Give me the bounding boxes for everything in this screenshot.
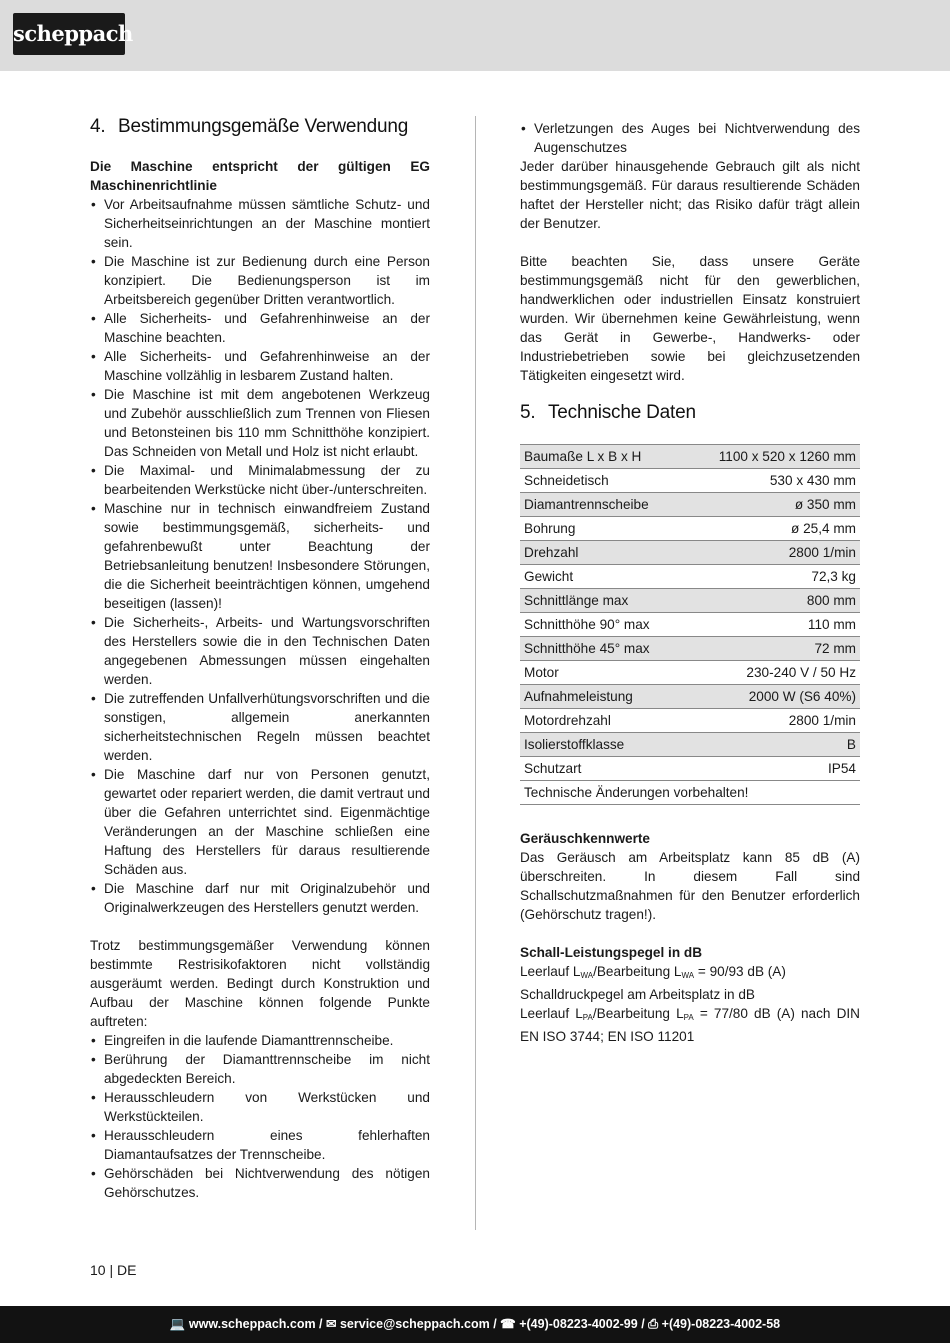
spec-value: 230-240 V / 50 Hz	[683, 661, 860, 685]
spec-value: IP54	[683, 757, 860, 781]
text-run: Leerlauf L	[520, 964, 581, 979]
table-row	[520, 733, 860, 757]
spec-value: 2800 1/min	[683, 709, 860, 733]
list-item: • Herausschleudern eines fehlerhaften Diamantaufsatzes der Trennscheibe.	[90, 1126, 430, 1164]
text-run: = 90/93 dB (A)	[694, 964, 786, 979]
list-item: • Vor Arbeitsaufnahme müssen sämtliche Schutz- und Sicherheitseinrichtungen an der Maschine montiert sein.	[90, 195, 430, 252]
spec-label: Bohrung	[520, 517, 683, 541]
table-row	[520, 613, 860, 637]
spec-label: Motor	[520, 661, 683, 685]
section-title: Technische Daten	[548, 402, 696, 423]
section-4-heading	[90, 116, 430, 138]
list-item: • Berührung der Diamanttrennscheibe im nicht abgedeckten Bereich.	[90, 1050, 430, 1088]
table-row	[520, 709, 860, 733]
spec-label: Schneidetisch	[520, 469, 683, 493]
subscript: PA	[683, 1013, 694, 1022]
table-row	[520, 493, 860, 517]
table-row	[520, 565, 860, 589]
noise-heading: Geräuschkennwerte	[520, 831, 650, 846]
contact-footer: 💻 www.scheppach.com / ✉ service@scheppach.com / ☎ +(49)-08223-4002-99 / ⎙ +(49)-08223-4002-58	[0, 1306, 950, 1343]
section-5-heading	[520, 402, 860, 424]
spec-value: 72 mm	[683, 637, 860, 661]
subscript: PA	[582, 1013, 593, 1022]
spec-label: Gewicht	[520, 565, 683, 589]
spec-value: 110 mm	[683, 613, 860, 637]
header-bar	[0, 0, 950, 71]
section-number: 4.	[90, 116, 106, 137]
list-item: • Herausschleudern von Werkstücken und Werkstückteilen.	[90, 1088, 430, 1126]
right-column	[520, 119, 860, 1046]
table-row	[520, 517, 860, 541]
misuse-paragraph: Jeder darüber hinausgehende Gebrauch gilt als nicht bestimmungsgemäß. Für daraus resultierende Schäden haftet der Hersteller nicht; das Risiko dafür trägt allein der Benutzer.	[520, 159, 860, 231]
usage-bullet-list	[90, 195, 430, 917]
sound-pressure-line	[520, 1004, 860, 1046]
list-item: • Alle Sicherheits- und Gefahrenhinweise an der Maschine vollzählig in lesbarem Zustand halten.	[90, 347, 430, 385]
fax-number: +(49)-08223-4002-58	[661, 1317, 781, 1331]
list-item: • Die Maschine ist zur Bedienung durch eine Person konzipiert. Die Bedienungsperson ist im Arbeitsbereich gegenüber Dritten verantwortlich.	[90, 252, 430, 309]
list-item: • Alle Sicherheits- und Gefahrenhinweise an der Maschine beachten.	[90, 309, 430, 347]
spec-value: 1100 x 520 x 1260 mm	[683, 445, 860, 469]
list-item: • Die zutreffenden Unfallverhütungsvorschriften und die sonstigen, allgemein anerkannten sicherheitstechnischen Regeln müssen beachtet werden.	[90, 689, 430, 765]
page-number: 10 | DE	[90, 1262, 137, 1278]
directive-subheading: Die Maschine entspricht der gültigen EG Maschinenrichtlinie	[90, 159, 430, 193]
laptop-icon: 💻	[169, 1317, 186, 1331]
sound-level-heading: Schall-Leistungspegel in dB	[520, 945, 703, 960]
list-item: • Maschine nur in technisch einwandfreiem Zustand sowie bestimmungsgemäß, sicherheits- und gefahrenbewußt unter Beachtung der Betriebsanleitung benutzen! Insbesondere Störungen, die die Sicherheit beeinträchtigen können, umgehend beseitigen (lassen)!	[90, 499, 430, 613]
phone-icon: ☎	[500, 1317, 516, 1331]
table-row	[520, 685, 860, 709]
fax-icon: ⎙	[648, 1317, 659, 1331]
list-item: • Die Maschine darf nur von Personen genutzt, gewartet oder repariert werden, die damit vertraut und über die Gefahren unterrichtet sind. Eigenmächtige Veränderungen an der Maschine schließen eine Haftung des Herstellers für daraus resultierende Schäden aus.	[90, 765, 430, 879]
table-row	[520, 781, 860, 805]
subscript: WA	[580, 971, 594, 980]
sound-power-line	[520, 962, 860, 985]
spec-label: Schnitthöhe 45° max	[520, 637, 683, 661]
section-number: 5.	[520, 402, 536, 423]
table-row	[520, 445, 860, 469]
table-row	[520, 637, 860, 661]
table-row	[520, 541, 860, 565]
table-row	[520, 589, 860, 613]
spec-label: Motordrehzahl	[520, 709, 683, 733]
column-divider	[475, 116, 476, 1230]
residual-risk-intro: Trotz bestimmungsgemäßer Verwendung können bestimmte Restrisikofaktoren nicht vollständig ausgeräumt werden. Bedingt durch Konstruktion und Aufbau der Maschine können folgende Punkte auftreten:	[90, 938, 430, 1029]
table-row	[520, 661, 860, 685]
spec-value: 800 mm	[683, 589, 860, 613]
spec-label: Schnittlänge max	[520, 589, 683, 613]
text-run: /Bearbeitung L	[593, 964, 682, 979]
spec-label: Drehzahl	[520, 541, 683, 565]
spec-value: 530 x 430 mm	[683, 469, 860, 493]
spec-label: Schnitthöhe 90° max	[520, 613, 683, 637]
spec-label: Aufnahmeleistung	[520, 685, 683, 709]
eye-risk-list	[520, 119, 860, 157]
email-link[interactable]: service@scheppach.com	[339, 1317, 490, 1331]
spec-value: B	[683, 733, 860, 757]
text-run: Leerlauf L	[520, 1006, 583, 1021]
website-link[interactable]: www.scheppach.com	[188, 1317, 316, 1331]
noise-text: Das Geräusch am Arbeitsplatz kann 85 dB (A) überschreiten. In diesem Fall sind Schallschutzmaßnahmen für den Benutzer erforderlich (Gehörschutz tragen!).	[520, 850, 860, 922]
language-code: DE	[117, 1262, 137, 1278]
spec-label: Diamantrennscheibe	[520, 493, 683, 517]
list-item: • Gehörschäden bei Nichtverwendung des nötigen Gehörschutzes.	[90, 1164, 430, 1202]
list-item: • Eingreifen in die laufende Diamanttrennscheibe.	[90, 1031, 430, 1050]
spec-label: Baumaße L x B x H	[520, 445, 683, 469]
spec-value: 72,3 kg	[683, 565, 860, 589]
list-item: • Die Sicherheits-, Arbeits- und Wartungsvorschriften des Herstellers sowie die in den Technischen Daten angegebenen Abmessungen müssen eingehalten werden.	[90, 613, 430, 689]
spec-value: ø 350 mm	[683, 493, 860, 517]
table-row	[520, 757, 860, 781]
spec-value: 2000 W (S6 40%)	[683, 685, 860, 709]
scheppach-logo[interactable]: scheppach	[13, 13, 125, 55]
page-number-value: 10	[90, 1262, 106, 1278]
spec-value: ø 25,4 mm	[683, 517, 860, 541]
subscript: WA	[681, 971, 695, 980]
list-item: • Die Maschine darf nur mit Originalzubehör und Originalwerkzeugen des Herstellers genutzt werden.	[90, 879, 430, 917]
list-item: • Die Maschine ist mit dem angebotenen Werkzeug und Zubehör ausschließlich zum Trennen von Fliesen und Betonsteinen bis 110 mm Schnitthöhe konzipiert. Das Schneiden von Metall und Holz ist nicht erlaubt.	[90, 385, 430, 461]
mail-icon: ✉	[326, 1317, 337, 1331]
spec-label: Isolierstoffklasse	[520, 733, 683, 757]
phone-number[interactable]: +(49)-08223-4002-99	[519, 1317, 638, 1331]
sound-pressure-label: Schalldruckpegel am Arbeitsplatz in dB	[520, 987, 755, 1002]
text-run: /Bearbeitung L	[592, 1006, 684, 1021]
text-run: = 77/80 dB (A) nach DIN EN ISO 3744; EN ISO 11201	[520, 1006, 860, 1044]
residual-risk-list	[90, 1031, 430, 1202]
changes-reserved-note: Technische Änderungen vorbehalten!	[520, 781, 860, 805]
list-item: • Die Maximal- und Minimalabmessung der zu bearbeitenden Werkstücke nicht über-/unterschreiten.	[90, 461, 430, 499]
table-row	[520, 469, 860, 493]
spec-label: Schutzart	[520, 757, 683, 781]
spec-value: 2800 1/min	[683, 541, 860, 565]
section-title: Bestimmungsgemäße Verwendung	[118, 116, 409, 137]
technical-data-table	[520, 444, 860, 805]
left-column	[90, 116, 430, 1202]
list-item: • Verletzungen des Auges bei Nichtverwendung des Augenschutzes	[520, 119, 860, 157]
commercial-use-paragraph: Bitte beachten Sie, dass unsere Geräte bestimmungsgemäß nicht für den gewerblichen, handwerklichen oder industriellen Einsatz konstruiert wurden. Wir übernehmen keine Gewährleistung, wenn das Gerät in Gewerbe-, Handwerks- oder Industriebetrieben sowie bei gleichzusetzenden Tätigkeiten eingesetzt wird.	[520, 254, 860, 383]
